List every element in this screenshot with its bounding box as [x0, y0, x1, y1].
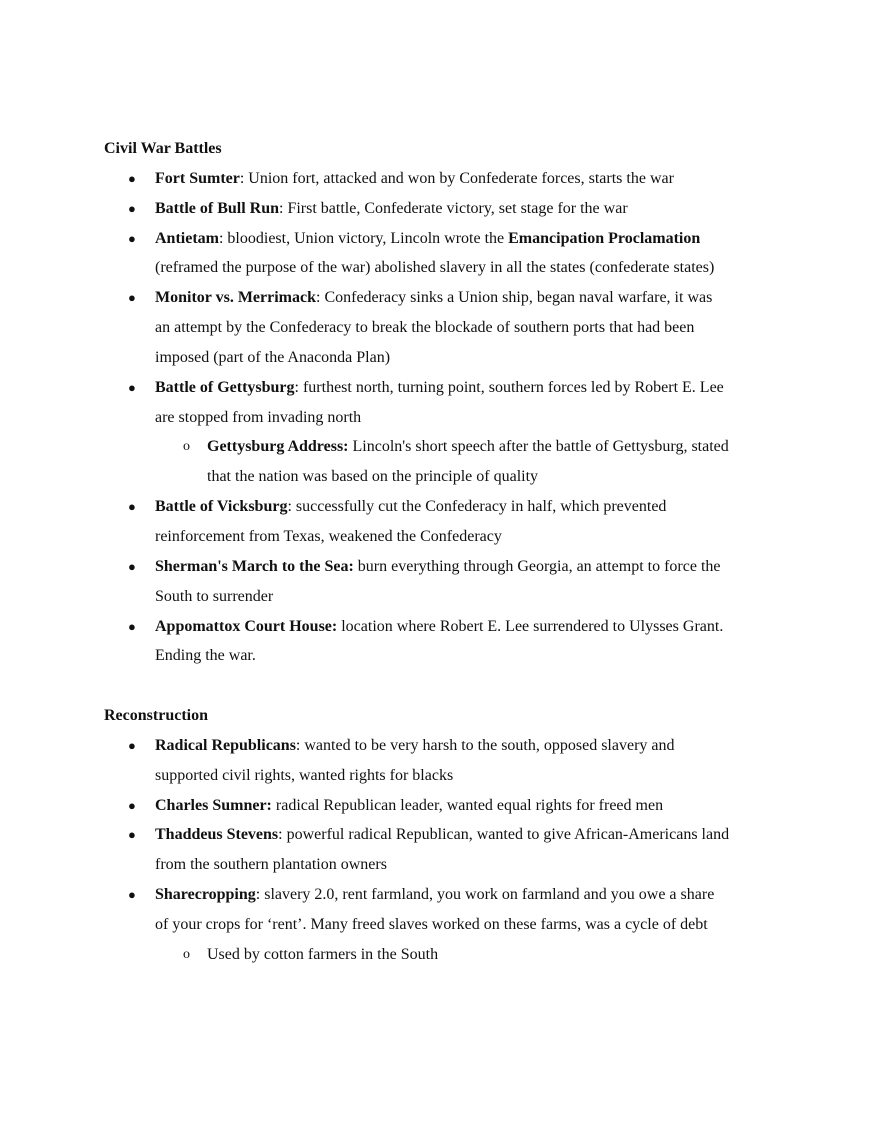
description: : furthest north, turning point, southern forces led by Robert E. Lee — [294, 378, 724, 396]
description: burn everything through Georgia, an attempt to force the — [353, 557, 721, 575]
description: an attempt by the Confederacy to break the blockade of southern ports that had been — [155, 319, 695, 337]
description: are stopped from invading north — [155, 408, 362, 426]
list-item-thaddeus-stevens — [104, 820, 784, 880]
bullet-icon: ● — [128, 200, 136, 216]
term: Battle of Vicksburg — [155, 498, 288, 516]
list-item-shermans-march — [104, 552, 784, 612]
section-heading: Reconstruction — [104, 707, 208, 725]
term: Appomattox Court House: — [155, 617, 338, 635]
description: : Confederacy sinks a Union ship, began naval warfare, it was — [316, 289, 713, 307]
list-item-fort-sumter — [104, 164, 784, 194]
bullet-icon: ● — [128, 797, 136, 813]
description: : successfully cut the Confederacy in half, which prevented — [287, 498, 667, 516]
description: : powerful radical Republican, wanted to give African-Americans land — [278, 826, 730, 844]
bullet-icon: ● — [128, 737, 136, 753]
term: Radical Republicans — [155, 736, 296, 754]
sub-bullet-icon: o — [183, 439, 190, 455]
description: imposed (part of the Anaconda Plan) — [155, 348, 391, 366]
list-item-radical-republicans — [104, 731, 784, 791]
description: (reframed the purpose of the war) abolished slavery in all the states (confederate states) — [155, 259, 715, 277]
description: South to surrender — [155, 587, 274, 605]
description: radical Republican leader, wanted equal rights for freed men — [271, 796, 664, 814]
bullet-icon: ● — [128, 170, 136, 186]
term: Battle of Bull Run — [155, 199, 280, 217]
list-item-vicksburg — [104, 492, 784, 552]
document-page — [104, 134, 784, 970]
term: Sherman's March to the Sea: — [155, 557, 354, 575]
description: : First battle, Confederate victory, set stage for the war — [279, 199, 628, 217]
bullet-icon: ● — [128, 558, 136, 574]
term: Sharecropping — [155, 886, 256, 904]
list-item-appomattox — [104, 612, 784, 672]
sub-bullet-icon: o — [183, 946, 190, 962]
term: Monitor vs. Merrimack — [155, 289, 316, 307]
description: : Union fort, attacked and won by Confederate forces, starts the war — [239, 169, 674, 187]
list-item-bull-run — [104, 194, 784, 224]
term: Charles Sumner: — [155, 796, 272, 814]
description: that the nation was based on the principle of quality — [207, 468, 539, 486]
bullet-icon: ● — [128, 618, 136, 634]
bullet-icon: ● — [128, 290, 136, 306]
description: : wanted to be very harsh to the south, opposed slavery and — [295, 736, 675, 754]
bullet-icon: ● — [128, 499, 136, 515]
term: Thaddeus Stevens — [155, 826, 279, 844]
description: : slavery 2.0, rent farmland, you work on farmland and you owe a share — [255, 886, 715, 904]
term: Emancipation Proclamation — [508, 229, 701, 247]
bullet-icon: ● — [128, 379, 136, 395]
list-item-gettysburg — [104, 373, 784, 433]
description: reinforcement from Texas, weakened the Confederacy — [155, 527, 502, 545]
description: supported civil rights, wanted rights for blacks — [155, 766, 454, 784]
section-heading: Civil War Battles — [104, 140, 222, 157]
section-reconstruction — [104, 701, 784, 970]
description: Used by cotton farmers in the South — [207, 945, 439, 963]
term: Fort Sumter — [155, 169, 240, 187]
description: Lincoln's short speech after the battle of Gettysburg, stated — [348, 438, 729, 456]
list-item-monitor-merrimack — [104, 283, 784, 373]
description: Ending the war. — [155, 647, 256, 665]
term: Antietam — [155, 229, 219, 247]
sub-item-gettysburg-address — [104, 432, 784, 492]
bullet-icon: ● — [128, 827, 136, 843]
list-item-charles-sumner — [104, 791, 784, 821]
description: of your crops for ‘rent’. Many freed slaves worked on these farms, was a cycle of debt — [155, 915, 708, 933]
list-item-antietam — [104, 224, 784, 284]
list-item-sharecropping — [104, 880, 784, 940]
description: : bloodiest, Union victory, Lincoln wrote the — [218, 229, 509, 247]
description: from the southern plantation owners — [155, 856, 387, 874]
section-civil-war-battles — [104, 134, 784, 671]
description: location where Robert E. Lee surrendered to Ulysses Grant. — [337, 617, 724, 635]
term: Gettysburg Address: — [207, 438, 349, 456]
bullet-icon: ● — [128, 230, 136, 246]
term: Battle of Gettysburg — [155, 378, 295, 396]
bullet-icon: ● — [128, 887, 136, 903]
sub-item-cotton-farmers — [104, 940, 784, 970]
